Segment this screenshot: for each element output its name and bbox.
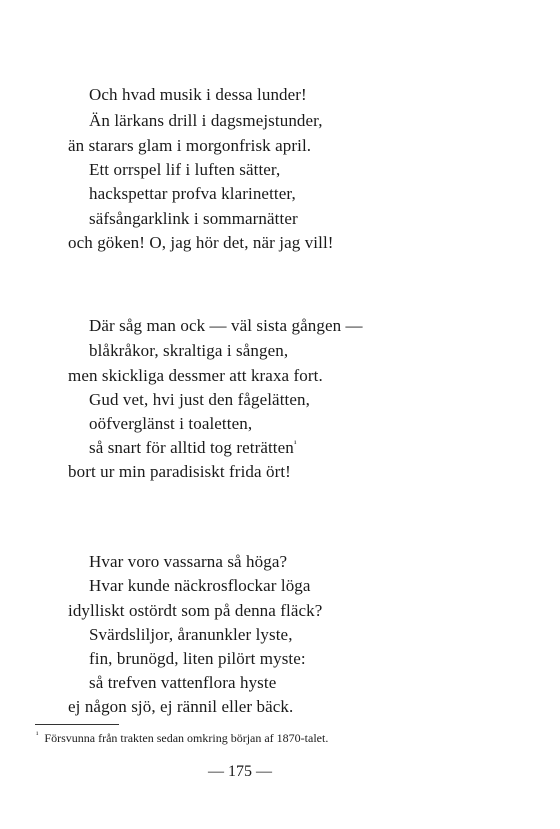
verse-line-text: så snart för alltid tog reträtten (89, 438, 294, 457)
footnote-symbol: ¹ (36, 730, 39, 739)
verse-line: blåkråkor, skraltiga i sången, (89, 341, 289, 360)
verse-line: Hvar kunde näckrosflockar löga (89, 576, 311, 595)
verse-line: säfsångarklink i sommarnätter (89, 209, 298, 228)
verse-line: Än lärkans drill i dagsmejstunder, (89, 111, 323, 130)
verse-line: Ett orrspel lif i luften sätter, (89, 160, 281, 179)
verse-line: oöfverglänst i toaletten, (89, 414, 253, 433)
footnote-marker: ¹ (293, 438, 297, 449)
footnote (36, 731, 328, 745)
verse-line: idylliskt ostördt som på denna fläck? (68, 601, 323, 620)
verse-line: än starars glam i morgonfrisk april. (68, 136, 312, 155)
footnote-rule (35, 724, 119, 725)
verse-line: ej någon sjö, ej rännil eller bäck. (68, 697, 294, 716)
verse-line: bort ur min paradisiskt frida ört! (68, 462, 291, 481)
page-number: — 175 — (208, 763, 272, 780)
verse-line: så trefven vattenflora hyste (89, 673, 277, 692)
verse-line (89, 438, 297, 458)
verse-line: Där såg man ock — väl sista gången — (89, 316, 363, 335)
verse-line: fin, brunögd, liten pilört myste: (89, 649, 306, 668)
verse-line: Och hvad musik i dessa lunder! (89, 85, 307, 104)
verse-line: hackspettar profva klarinetter, (89, 184, 296, 203)
footnote-text: Försvunna från trakten sedan omkring början af 1870-talet. (44, 731, 329, 745)
verse-line: och göken! O, jag hör det, när jag vill! (68, 233, 334, 252)
verse-line: Svärdsliljor, åranunkler lyste, (89, 625, 293, 644)
verse-line: Gud vet, hvi just den fågelätten, (89, 390, 310, 409)
verse-line: men skickliga dessmer att kraxa fort. (68, 366, 323, 385)
verse-line: Hvar voro vassarna så höga? (89, 552, 288, 571)
